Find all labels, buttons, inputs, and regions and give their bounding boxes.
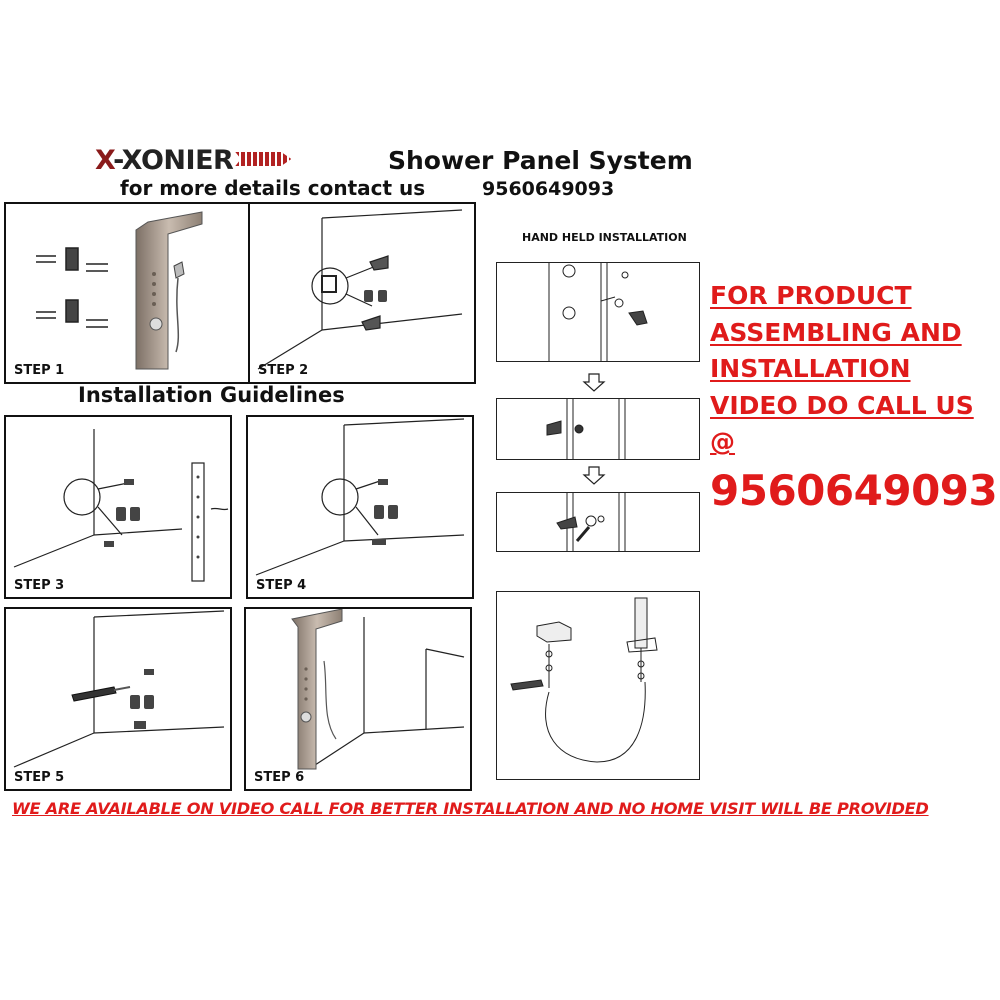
contact-text: for more details contact us <box>120 176 426 200</box>
step-5-illustration <box>6 609 230 789</box>
step-2-label: STEP 2 <box>258 363 309 378</box>
step-6-label: STEP 6 <box>254 770 305 785</box>
footer-notice: WE ARE AVAILABLE ON VIDEO CALL FOR BETTER INSTALLATION AND NO HOME VISIT WILL BE PROVIDED <box>12 799 929 818</box>
step-3-illustration <box>6 417 230 597</box>
hand-held-panel-3 <box>496 492 700 552</box>
promo-line-4: VIDEO DO CALL US <box>710 390 974 420</box>
promo-line-3: INSTALLATION <box>710 354 911 383</box>
hand-held-panel-4 <box>496 591 700 780</box>
step-2-panel <box>248 202 476 384</box>
promo-message <box>710 278 974 461</box>
page-title: Shower Panel System <box>388 146 693 175</box>
brand-logo <box>95 145 291 177</box>
step-6-illustration <box>246 609 470 789</box>
promo-phone: 9560649093 <box>710 466 998 515</box>
step-3-panel <box>4 415 232 599</box>
step-4-illustration <box>248 417 472 597</box>
step-1-label: STEP 1 <box>14 363 65 378</box>
promo-line-5: @ <box>710 427 735 456</box>
installation-guidelines-heading: Installation Guidelines <box>78 383 345 407</box>
hand-held-panel-2 <box>496 398 700 460</box>
step-3-label: STEP 3 <box>14 578 65 593</box>
hand-held-title: HAND HELD INSTALLATION <box>522 231 687 244</box>
step-2-illustration <box>250 204 474 382</box>
brand-logo-x: X <box>95 145 114 176</box>
step-5-panel <box>4 607 232 791</box>
contact-phone: 9560649093 <box>482 178 615 200</box>
step-6-panel <box>244 607 472 791</box>
hand-held-illustration-1 <box>497 263 699 361</box>
step-5-label: STEP 5 <box>14 770 65 785</box>
promo-line-1: FOR PRODUCT <box>710 281 912 310</box>
hand-held-illustration-4 <box>497 592 699 779</box>
hand-held-panel-1 <box>496 262 700 362</box>
hand-held-illustration-3 <box>497 493 699 551</box>
brand-arrow-icon <box>235 152 291 166</box>
promo-line-2: ASSEMBLING AND <box>710 317 962 347</box>
step-4-panel <box>246 415 474 599</box>
down-arrow-icon <box>582 373 606 393</box>
brand-logo-name: -XONIER <box>113 145 234 176</box>
hand-held-illustration-2 <box>497 399 699 459</box>
down-arrow-icon-2 <box>582 466 606 486</box>
step-4-label: STEP 4 <box>256 578 307 593</box>
